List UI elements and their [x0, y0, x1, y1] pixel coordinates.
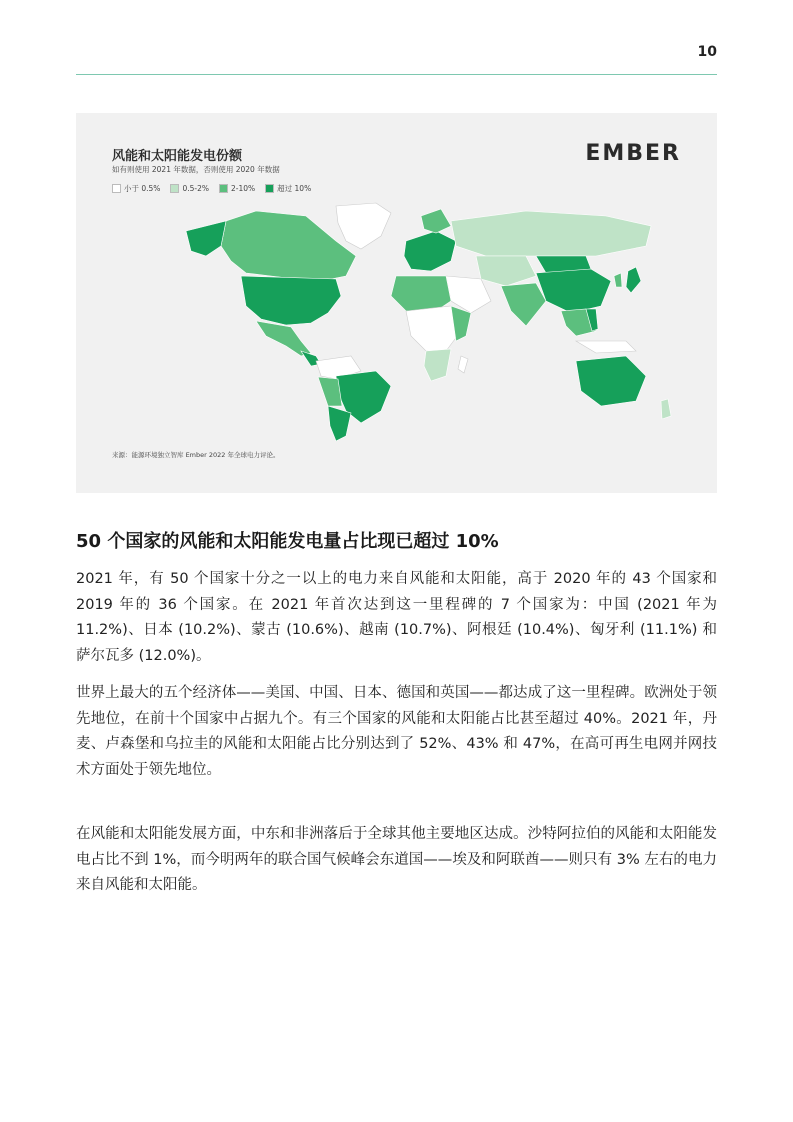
header-divider — [76, 74, 717, 75]
legend-label: 0.5-2% — [182, 184, 209, 193]
map-title: 风能和太阳能发电份额 — [112, 149, 243, 164]
region-alaska — [186, 221, 226, 256]
region-china — [536, 269, 611, 313]
paragraph: 在风能和太阳能发展方面，中东和非洲落后于全球其他主要地区达成。沙特阿拉伯的风能和太阳能发电占比不到 1%，而今明两年的联合国气候峰会东道国——埃及和阿联酋——则只有 3% 左右的电力来自风能和太阳能。 — [76, 826, 717, 893]
legend-swatch — [265, 184, 274, 193]
world-map — [106, 201, 686, 441]
region-australia — [576, 356, 646, 406]
region-europe — [404, 231, 456, 271]
legend-swatch — [170, 184, 179, 193]
legend-item-2-10 — [219, 184, 255, 193]
region-north-africa — [391, 276, 451, 311]
region-indonesia — [576, 341, 636, 353]
ember-logo: EMBER — [585, 141, 681, 166]
region-southern-africa — [424, 349, 451, 381]
legend-item-lt-0-5 — [112, 183, 160, 194]
legend-label: 小于 0.5% — [124, 184, 161, 193]
map-figure — [76, 113, 717, 493]
region-greenland — [336, 203, 391, 249]
legend-swatch — [112, 184, 121, 193]
legend-item-gt-10 — [265, 183, 311, 194]
region-canada — [221, 211, 356, 281]
region-scandinavia — [421, 209, 451, 233]
source-note: 来源：能源环境独立智库 Ember 2022 年全球电力评论。 — [112, 451, 280, 459]
region-russia — [451, 211, 651, 256]
legend-swatch — [219, 184, 228, 193]
legend-item-0-5-2 — [170, 184, 209, 193]
region-korea — [614, 273, 622, 287]
region-india — [501, 283, 546, 326]
legend-label: 2-10% — [231, 184, 256, 193]
paragraph: 世界上最大的五个经济体——美国、中国、日本、德国和英国——都达成了这一里程碑。欧洲处于领先地位，在前十个国家中占据九个。有三个国家的风能和太阳能占比甚至超过 40%。2021 年，丹麦、卢森堡和乌拉圭的风能和太阳能占比分别达到了 52%、43% 和 47%，在高可再生电网并网技术方面处于领先地位。 — [76, 685, 717, 778]
section-heading: 50 个国家的风能和太阳能发电量占比现已超过 10% — [76, 531, 499, 552]
region-central-asia — [476, 256, 536, 286]
region-japan — [626, 267, 641, 293]
region-mexico — [256, 321, 311, 356]
paragraph: 2021 年，有 50 个国家十分之一以上的电力来自风能和太阳能，高于 2020 年的 43 个国家和 2019 年的 36 个国家。在 2021 年首次达到这一里程碑的 7 个国家为：中国 (2021 年为 11.2%)、日本 (10.2%)、蒙古 (10.6%)、越南 (10.7%)、阿根廷 (10.4%)、匈牙利 (11.1%) 和萨尔瓦多 (12.0%)。 — [76, 571, 717, 664]
region-new-zealand — [661, 399, 671, 419]
map-subtitle: 如有则使用 2021 年数据，否则使用 2020 年数据 — [112, 165, 280, 174]
legend-label: 超过 10% — [277, 184, 312, 193]
region-madagascar — [458, 356, 468, 373]
region-peru-bolivia — [318, 377, 342, 406]
page-number: 10 — [697, 44, 717, 60]
map-legend — [112, 183, 311, 194]
region-usa — [241, 276, 341, 325]
